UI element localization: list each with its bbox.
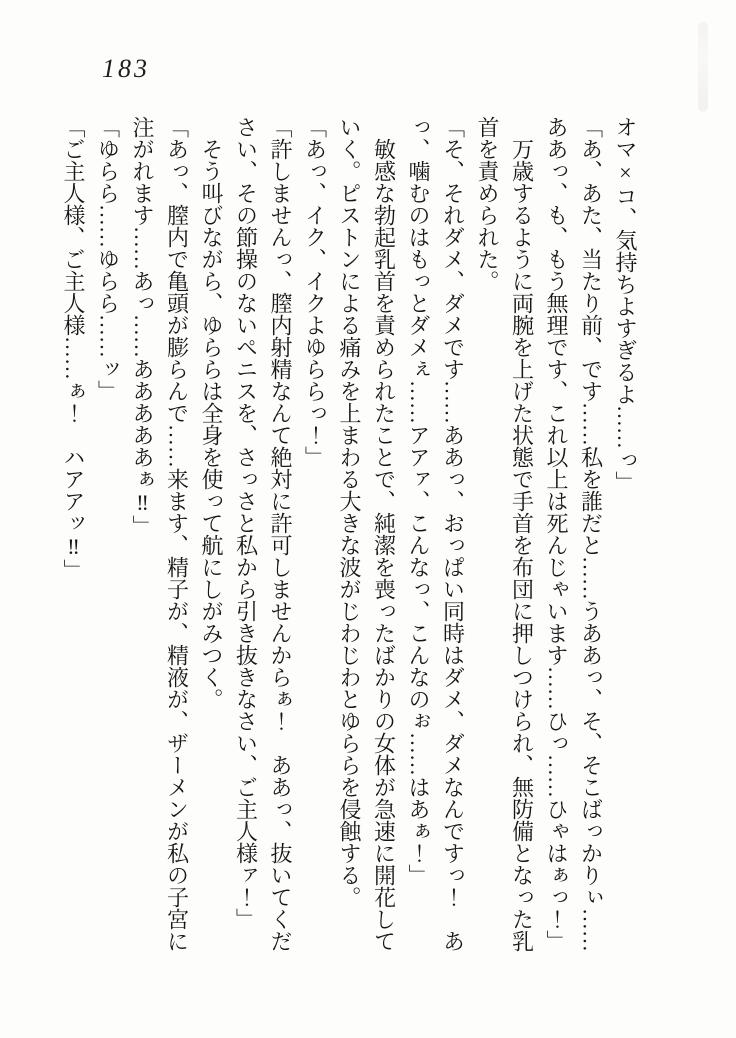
text-line: 首を責められた。 <box>475 116 500 292</box>
text-line: 「あっ、膣内で亀頭が膨らんで……来ます、精子が、精液が、ザーメンが私の子宮に <box>164 116 190 952</box>
text-line: 注がれます……あっ……あああああぁ‼」 <box>130 116 155 537</box>
text-line: さい、その節操のないペニスを、さっさと私から引き抜きなさい、ご主人様ァ！」 <box>233 116 259 930</box>
text-line: 「ご主人様、ご主人様……ぁ！ ハアアッ‼」 <box>61 116 86 581</box>
text-line: そう叫びながら、ゆららは全身を使って航にしがみつく。 <box>199 116 224 710</box>
text-line: 「あっ、イク、イクよゆららっ！」 <box>302 116 328 468</box>
text-line: っ、噛むのはもっとダメぇ……アアァ、こんなっ、こんなのぉ……はあぁ！」 <box>406 116 431 886</box>
text-line: ああっ、も、もう無理です、これ以上は死んじゃいます……ひっ……ひゃはぁっ！」 <box>544 116 569 952</box>
page-number: 183 <box>102 54 150 83</box>
text-line: 「ゆらら……ゆらら……ッ」 <box>95 116 121 402</box>
text-line: 敏感な勃起乳首を責められたことで、純潔を喪ったばかりの女体が急速に開花して <box>371 116 397 952</box>
text-line: 万歳するように両腕を上げた状態で手首を布団に押しつけられ、無防備となった乳 <box>509 116 535 952</box>
text-line: いく。ピストンによる痛みを上まわる大きな波がじわじわとゆららを侵蝕する。 <box>337 116 362 908</box>
text-line: 「あ、あた、当たり前、です……私を誰だと……うああっ、そ、そこばっかりぃ…… <box>578 116 604 952</box>
text-line: 「許しませんっ、膣内射精なんて絶対に許可しませんからぁ！ ああっ、抜いてくだ <box>268 116 293 952</box>
text-line: オマ×コ、気持ちよすぎるよ……っ」 <box>613 116 638 493</box>
vertical-text-block <box>56 116 643 962</box>
text-line: 「そ、それダメ、ダメです……ああっ、おっぱい同時はダメ、ダメなんですっ！ あ <box>440 116 466 952</box>
scan-artifact <box>698 22 708 112</box>
